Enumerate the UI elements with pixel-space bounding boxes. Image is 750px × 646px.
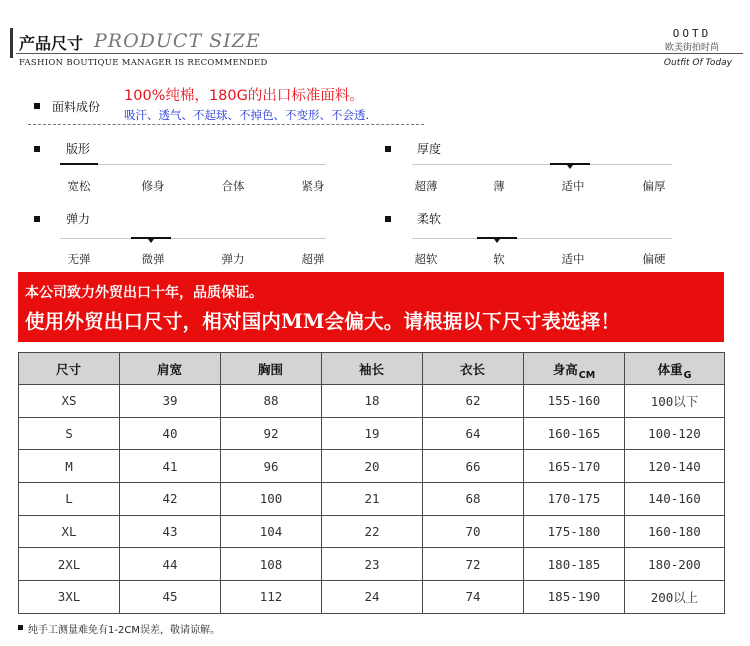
size-table-cell: XL bbox=[19, 515, 120, 548]
size-table-cell: 185-190 bbox=[524, 581, 625, 614]
size-table-row bbox=[19, 385, 725, 418]
size-table-row bbox=[19, 515, 725, 548]
size-table-cell: 88 bbox=[221, 385, 322, 418]
fit-scale-marker bbox=[60, 163, 98, 165]
size-table-cell: 66 bbox=[423, 450, 524, 483]
size-table-cell: XS bbox=[19, 385, 120, 418]
size-table-cell: 175-180 bbox=[524, 515, 625, 548]
size-table-cell: 160-165 bbox=[524, 417, 625, 450]
elasticity-option: 微弹 bbox=[141, 252, 165, 266]
fit-scale-track bbox=[60, 164, 326, 165]
size-table-cell: 112 bbox=[221, 581, 322, 614]
size-table-cell: 100 bbox=[221, 483, 322, 516]
size-table-cell: 170-175 bbox=[524, 483, 625, 516]
size-table-cell: 45 bbox=[120, 581, 221, 614]
page-title-en: PRODUCT SIZE bbox=[94, 30, 261, 52]
thickness-option: 薄 bbox=[493, 179, 505, 193]
fit-option: 宽松 bbox=[67, 179, 91, 193]
elasticity-scale-track bbox=[60, 238, 326, 239]
elasticity-bullet-icon bbox=[34, 216, 40, 222]
size-table-row bbox=[19, 548, 725, 581]
softness-option: 偏硬 bbox=[642, 252, 666, 266]
elasticity-option: 弹力 bbox=[221, 252, 245, 266]
size-table-cell: 68 bbox=[423, 483, 524, 516]
size-table-cell: 3XL bbox=[19, 581, 120, 614]
size-table-row bbox=[19, 450, 725, 483]
size-table-cell: 22 bbox=[322, 515, 423, 548]
size-table-cell: 18 bbox=[322, 385, 423, 418]
size-table-cell: 180-185 bbox=[524, 548, 625, 581]
size-table-header-row bbox=[19, 353, 725, 385]
size-table-cell: 23 bbox=[322, 548, 423, 581]
size-table-cell: 108 bbox=[221, 548, 322, 581]
size-table-cell: 20 bbox=[322, 450, 423, 483]
size-table-cell: 74 bbox=[423, 581, 524, 614]
size-table-cell: 70 bbox=[423, 515, 524, 548]
fit-option: 修身 bbox=[141, 179, 165, 193]
size-table-cell: 100以下 bbox=[625, 385, 725, 418]
thickness-scale-track bbox=[412, 164, 672, 165]
softness-option: 超软 bbox=[414, 252, 438, 266]
softness-pointer-icon bbox=[494, 239, 500, 243]
header-divider bbox=[16, 53, 743, 54]
footnote: 纯手工测量难免有1-2CM误差，敬请谅解。 bbox=[28, 625, 220, 636]
size-table-row bbox=[19, 581, 725, 614]
thickness-option: 偏厚 bbox=[642, 179, 666, 193]
brand-subtitle: 欧美街拍时尚 bbox=[664, 43, 719, 53]
size-table-cell: 19 bbox=[322, 417, 423, 450]
fit-option: 紧身 bbox=[301, 179, 325, 193]
size-table-cell: 39 bbox=[120, 385, 221, 418]
fit-label: 版形 bbox=[66, 142, 91, 156]
fabric-label: 面料成份 bbox=[52, 100, 101, 114]
footnote-bullet-icon bbox=[18, 625, 23, 630]
size-table-cell: 72 bbox=[423, 548, 524, 581]
column-header: 身高$_{CM}$ bbox=[524, 353, 625, 385]
brand-logo: OOTD bbox=[672, 27, 712, 40]
size-table-cell: 42 bbox=[120, 483, 221, 516]
size-table-row bbox=[19, 417, 725, 450]
size-table-cell: 180-200 bbox=[625, 548, 725, 581]
size-table-cell: 62 bbox=[423, 385, 524, 418]
size-table-cell: 41 bbox=[120, 450, 221, 483]
fabric-main-text: 100%纯棉，180G的出口标准面料。 bbox=[124, 88, 364, 104]
thickness-option: 超薄 bbox=[414, 179, 438, 193]
fabric-bullet-icon bbox=[34, 103, 40, 109]
column-header: 肩宽 bbox=[120, 353, 221, 385]
size-table-cell: 200以上 bbox=[625, 581, 725, 614]
softness-bullet-icon bbox=[385, 216, 391, 222]
thickness-label: 厚度 bbox=[417, 142, 442, 156]
thickness-pointer-icon bbox=[567, 165, 573, 169]
size-table-cell: 120-140 bbox=[625, 450, 725, 483]
softness-label: 柔软 bbox=[417, 212, 442, 226]
size-table-cell: 96 bbox=[221, 450, 322, 483]
size-table-cell: 21 bbox=[322, 483, 423, 516]
header-subtitle: FASHION BOUTIQUE MANAGER IS RECOMMENDED bbox=[19, 58, 268, 68]
thickness-bullet-icon bbox=[385, 146, 391, 152]
size-table-cell: S bbox=[19, 417, 120, 450]
softness-scale-track bbox=[412, 238, 672, 239]
size-table-cell: 24 bbox=[322, 581, 423, 614]
size-table-cell: 40 bbox=[120, 417, 221, 450]
notice-line-2: 使用外贸出口尺寸，相对国内MM会偏大。请根据以下尺寸表选择！ bbox=[25, 310, 621, 333]
fit-bullet-icon bbox=[34, 146, 40, 152]
size-table-cell: 2XL bbox=[19, 548, 120, 581]
size-table-cell: M bbox=[19, 450, 120, 483]
header-accent-bar bbox=[10, 28, 13, 58]
size-table-cell: L bbox=[19, 483, 120, 516]
softness-option: 适中 bbox=[561, 252, 585, 266]
notice-line-1: 本公司致力外贸出口十年，品质保证。 bbox=[25, 285, 263, 301]
size-table bbox=[18, 352, 725, 614]
fabric-detail-text: 吸汗、透气、不起球、不掉色、不变形、不会透. bbox=[124, 108, 370, 122]
elasticity-pointer-icon bbox=[148, 239, 154, 243]
notice-banner bbox=[18, 272, 724, 342]
fabric-dashed-divider bbox=[28, 124, 424, 125]
size-table-cell: 104 bbox=[221, 515, 322, 548]
elasticity-label: 弹力 bbox=[66, 212, 91, 226]
size-table-cell: 160-180 bbox=[625, 515, 725, 548]
column-header: 袖长 bbox=[322, 353, 423, 385]
column-header: 衣长 bbox=[423, 353, 524, 385]
size-table-cell: 140-160 bbox=[625, 483, 725, 516]
size-table-cell: 64 bbox=[423, 417, 524, 450]
column-header: 尺寸 bbox=[19, 353, 120, 385]
softness-option: 软 bbox=[493, 252, 505, 266]
column-header: 胸围 bbox=[221, 353, 322, 385]
elasticity-option: 超弹 bbox=[301, 252, 325, 266]
size-table-cell: 155-160 bbox=[524, 385, 625, 418]
size-table-cell: 100-120 bbox=[625, 417, 725, 450]
size-table-cell: 43 bbox=[120, 515, 221, 548]
elasticity-option: 无弹 bbox=[67, 252, 91, 266]
column-header: 体重$_G$ bbox=[625, 353, 725, 385]
size-table-row bbox=[19, 483, 725, 516]
brand-tagline: Outfit Of Today bbox=[663, 58, 732, 68]
size-table-cell: 92 bbox=[221, 417, 322, 450]
page-title-cn: 产品尺寸 bbox=[19, 34, 84, 53]
size-table-cell: 165-170 bbox=[524, 450, 625, 483]
thickness-option: 适中 bbox=[561, 179, 585, 193]
fit-option: 合体 bbox=[221, 179, 245, 193]
size-table-cell: 44 bbox=[120, 548, 221, 581]
